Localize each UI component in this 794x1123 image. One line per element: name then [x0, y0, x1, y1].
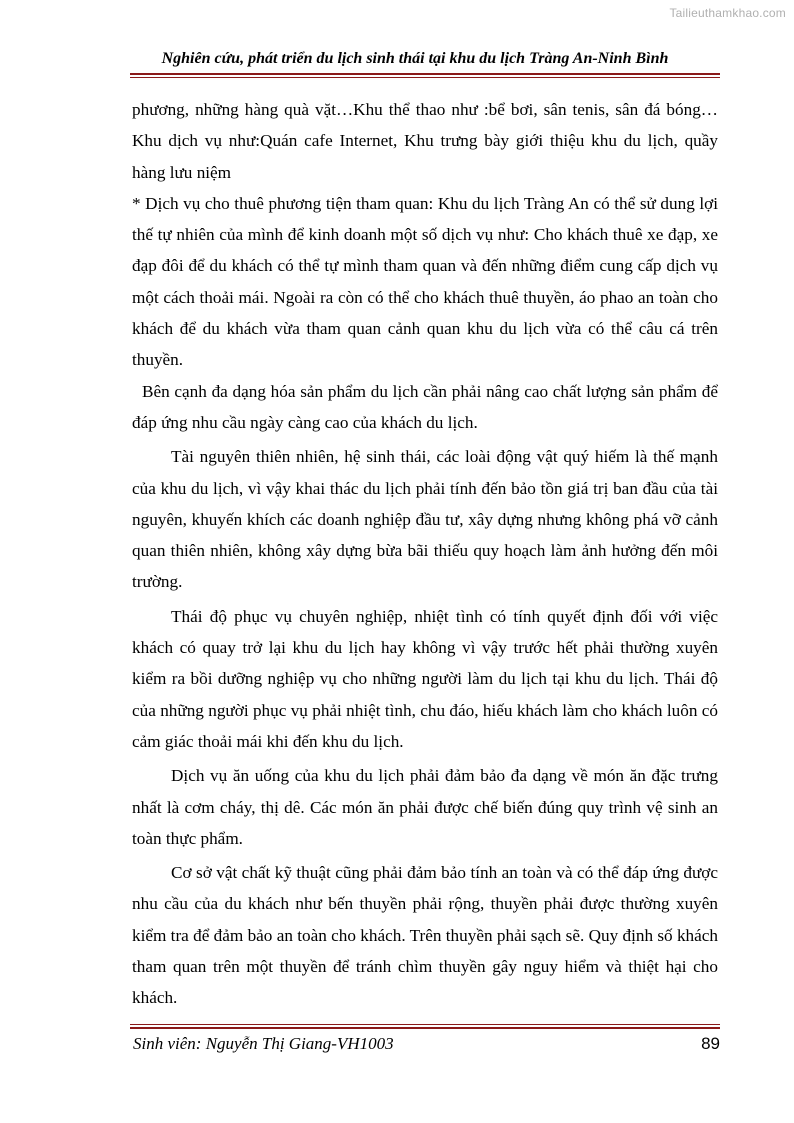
watermark: Tailieuthamkhao.com: [669, 6, 786, 20]
paragraph-food-services: Dịch vụ ăn uống của khu du lịch phải đảm bảo đa dạng về món ăn đặc trưng nhất là cơm cháy, thị dê. Các món ăn phải được chế biến đúng quy trình vệ sinh an toàn thực phẩm.: [132, 766, 718, 848]
paragraph-service-attitude: Thái độ phục vụ chuyên nghiệp, nhiệt tình có tính quyết định đối với việc khách có quay trở lại khu du lịch hay không vì vậy trước hết phải thường xuyên kiểm ra bồi dưỡng nghiệp vụ cho những người làm du lịch tại khu du lịch. Thái độ của những người phục vụ phải nhiệt tình, chu đáo, hiếu khách làm cho khách luôn có cảm giác thoải mái khi đến khu du lịch.: [132, 606, 718, 751]
paragraph-product-quality: Bên cạnh đa dạng hóa sản phẩm du lịch cần phải nâng cao chất lượng sản phẩm để đáp ứng nhu cầu ngày càng cao của khách du lịch.: [132, 381, 718, 432]
footer-student-name: Sinh viên: Nguyễn Thị Giang-VH1003: [133, 1034, 394, 1053]
footer-rule-thick: [130, 1027, 720, 1029]
header-rule-thin: [130, 77, 720, 78]
body-text: [132, 94, 718, 1014]
paragraph-continuation: phương, những hàng quà vặt…Khu thể thao như :bể bơi, sân tenis, sân đá bóng…Khu dịch vụ như:Quán cafe Internet, Khu trưng bày giới thiệu khu du lịch, quầy hàng lưu niệm: [132, 100, 718, 182]
page-number: 89: [701, 1034, 720, 1053]
page-header-title: Nghiên cứu, phát triển du lịch sinh thái tại khu du lịch Tràng An-Ninh Bình: [161, 50, 669, 67]
paragraph-natural-resources: Tài nguyên thiên nhiên, hệ sinh thái, các loài động vật quý hiếm là thế mạnh của khu du lịch, vì vậy khai thác du lịch phải tính đến bảo tồn giá trị ban đầu của tài nguyên, khuyến khích các doanh nghiệp đầu tư, xây dựng nhưng không phá vỡ cảnh quan thiên nhiên, không xây dựng bừa bãi thiếu quy hoạch làm ảnh hưởng đến môi trường.: [132, 447, 718, 592]
paragraph-infrastructure: Cơ sở vật chất kỹ thuật cũng phải đảm bảo tính an toàn và có thể đáp ứng được nhu cầu của du khách như bến thuyền phải rộng, thuyền phải được thường xuyên kiểm tra để đảm bảo an toàn cho khách. Trên thuyền phải sạch sẽ. Quy định số khách tham quan trên một thuyền để tránh chìm thuyền gây nguy hiểm và thiệt hại cho khách.: [132, 863, 718, 1008]
header-rule-thick: [130, 73, 720, 75]
footer-rule-thin: [130, 1024, 720, 1025]
paragraph-rental-services: * Dịch vụ cho thuê phương tiện tham quan: Khu du lịch Tràng An có thể sử dung lợi thế tự nhiên của mình để kinh doanh một số dịch vụ như: Cho khách thuê xe đạp, xe đạp đôi để du khách có thể tự mình tham quan và đến những điểm cung cấp dịch vụ một cách thoải mái. Ngoài ra còn có thể cho khách thuê thuyền, áo phao an toàn cho khách để du khách vừa tham quan cảnh quan khu du lịch vừa có thể câu cá trên thuyền.: [132, 193, 718, 370]
